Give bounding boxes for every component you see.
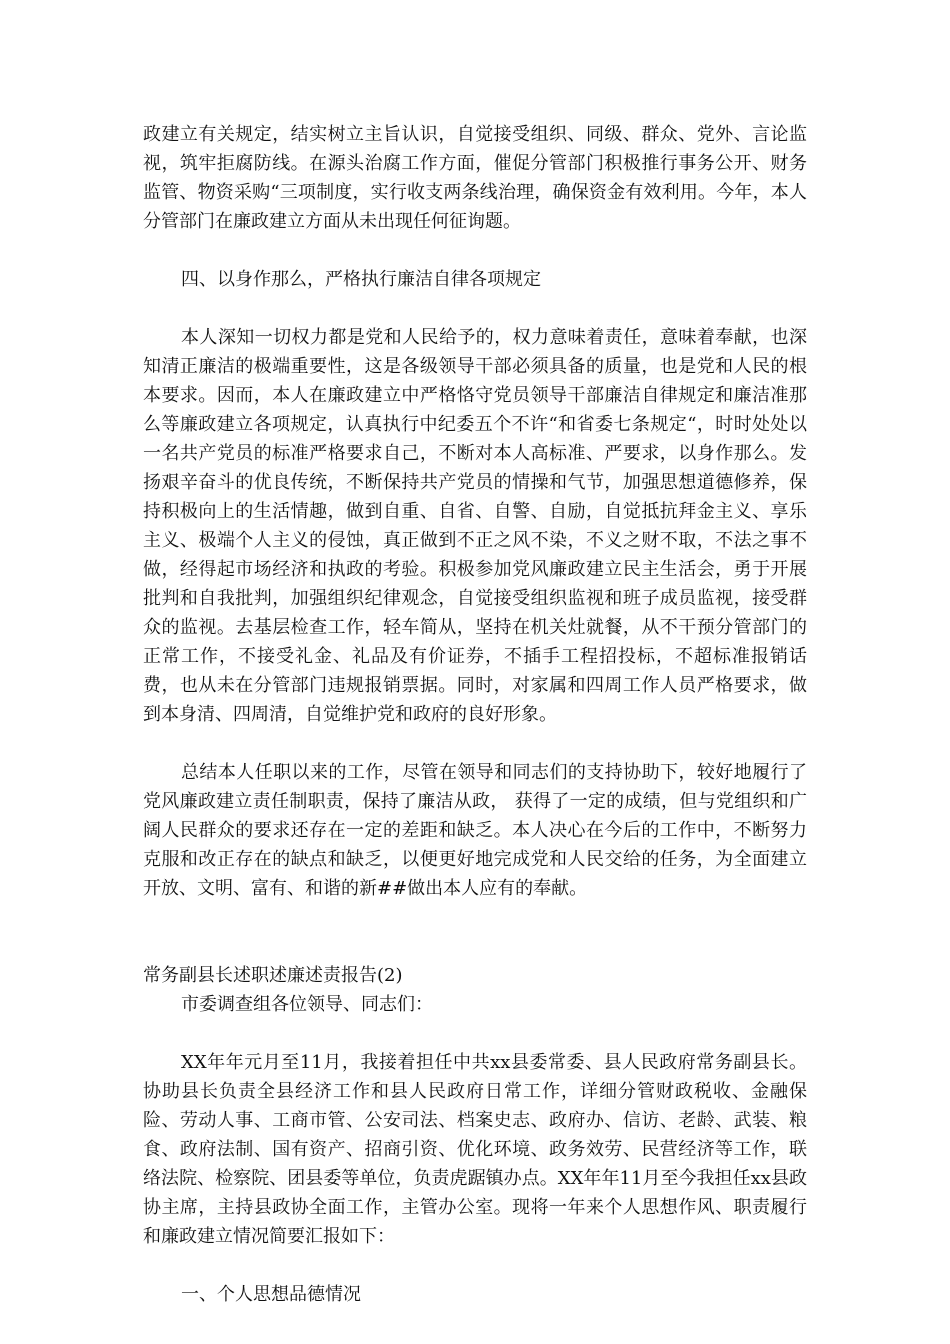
paragraph-continuation: 政建立有关规定，结实树立主旨认识，自觉接受组织、同级、群众、党外、言论监视，筑牢拒腐防线。在源头治腐工作方面，催促分管部门积极推行事务公开、财务监管、物资采购“三项制度，实行收支两条线治理，确保资金有效利用。今年，本人分管部门在廉政建立方面从未出现任何征询题。 [143, 124, 807, 232]
paragraph-intro: XX年年元月至11月，我接着担任中共xx县委常委、县人民政府常务副县长。协助县长负责全县经济工作和县人民政府日常工作，详细分管财政税收、金融保险、劳动人事、工商市管、公安司法、档案史志、政府办、信访、老龄、武装、粮食、政府法制、国有资产、招商引资、优化环境、政务效劳、民营经济等工作，联络法院、检察院、团县委等单位，负责虎踞镇办点。XX年年11月至今我担任xx县政协主席，主持县政协全面工作，主管办公室。现将一年来个人思想作风、职责履行和廉政建立情况简要汇报如下： [143, 1052, 807, 1247]
section-heading-four: 四、以身作那么，严格执行廉洁自律各项规定 [181, 269, 541, 290]
paragraph-self-discipline: 本人深知一切权力都是党和人民给予的，权力意味着责任，意味着奉献，也深知清正廉洁的极端重要性，这是各级领导干部必须具备的质量，也是党和人民的根本要求。因而，本人在廉政建立中严格恪守党员领导干部廉洁自律规定和廉洁准那么等廉政建立各项规定，认真执行中纪委五个不许“和省委七条规定“，时时处处以一名共产党员的标准严格要求自己，不断对本人高标准、严要求，以身作那么。发扬艰辛奋斗的优良传统，不断保持共产党员的情操和气节，加强思想道德修养，保持积极向上的生活情趣，做到自重、自省、自警、自励，自觉抵抗拜金主义、享乐主义、极端个人主义的侵蚀，真正做到不正之风不染，不义之财不取，不法之事不做，经得起市场经济和执政的考验。积极参加党风廉政建立民主生活会，勇于开展批判和自我批判，加强组织纪律观念，自觉接受组织监视和班子成员监视，接受群众的监视。去基层检查工作，轻车简从，坚持在机关灶就餐，从不干预分管部门的正常工作，不接受礼金、礼品及有价证券，不插手工程招投标，不超标准报销话费，也从未在分管部门违规报销票据。同时，对家属和四周工作人员严格要求，做到本身清、四周清，自觉维护党和政府的良好形象。 [143, 327, 807, 725]
document-page [143, 120, 807, 1309]
report-title: 常务副县长述职述廉述责报告(2) [143, 965, 403, 986]
paragraph-summary: 总结本人任职以来的工作，尽管在领导和同志们的支持协助下，较好地履行了党风廉政建立责任制职责，保持了廉洁从政， 获得了一定的成绩，但与党组织和广阔人民群众的要求还存在一定的差距和缺乏。本人决心在今后的工作中，不断努力克服和改正存在的缺点和缺乏，以便更好地完成党和人民交给的任务，为全面建立开放、文明、富有、和谐的新##做出本人应有的奉献。 [143, 762, 807, 899]
salutation: 市委调查组各位领导、同志们： [181, 994, 433, 1015]
section-heading-one: 一、个人思想品德情况 [181, 1284, 361, 1305]
